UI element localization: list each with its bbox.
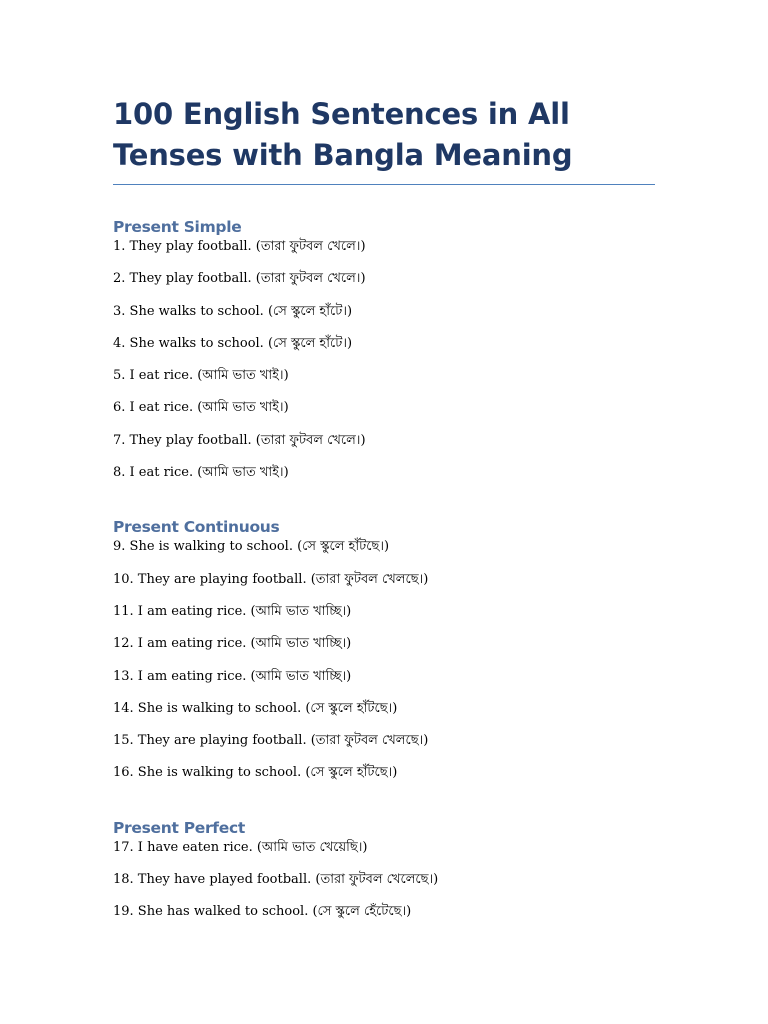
- sentence-item: 1. They play football. (তারা ফুটবল খেলে।): [113, 239, 366, 254]
- sentence-item: 8. I eat rice. (আমি ভাত খাই।): [113, 465, 289, 481]
- sentence-item: 2. They play football. (তারা ফুটবল খেলে।): [113, 271, 366, 287]
- section-heading: Present Perfect: [113, 818, 245, 837]
- sentence-item: 11. I am eating rice. (আমি ভাত খাচ্ছি।): [113, 603, 352, 619]
- sentence-item: 19. She has walked to school. (সে স্কুলে হেঁটেছে।): [113, 904, 412, 920]
- sentence-item: 18. They have played football. (তারা ফুটবল খেলেছে।): [113, 872, 439, 888]
- sentence-item: 13. I am eating rice. (আমি ভাত খাচ্ছি।): [113, 668, 352, 684]
- section-heading: Present Simple: [113, 218, 242, 236]
- sentence-item: 17. I have eaten rice. (আমি ভাত খেয়েছি।): [113, 839, 368, 855]
- document-page: [113, 94, 655, 936]
- sentence-item: 6. I eat rice. (আমি ভাত খাই।): [113, 400, 289, 416]
- sentence-item: 16. She is walking to school. (সে স্কুলে হাঁটছে।): [113, 765, 398, 781]
- sentence-item: 4. She walks to school. (সে স্কুলে হাঁটে।): [113, 335, 353, 351]
- section-heading: Present Continuous: [113, 518, 280, 537]
- section-present-simple: [113, 216, 655, 496]
- document-title: 100 English Sentences in All Tenses with Bangla Meaning: [113, 94, 655, 185]
- sentence-item: 14. She is walking to school. (সে স্কুলে হাঁটছে।): [113, 700, 398, 716]
- sentence-item: 12. I am eating rice. (আমি ভাত খাচ্ছি।): [113, 636, 352, 652]
- sentence-item: 9. She is walking to school. (সে স্কুলে হাঁটছে।): [113, 539, 390, 555]
- section-present-perfect: [113, 817, 655, 936]
- sentence-item: 5. I eat rice. (আমি ভাত খাই।): [113, 368, 289, 384]
- sentence-item: 3. She walks to school. (সে স্কুলে হাঁটে।): [113, 303, 353, 319]
- sentence-item: 10. They are playing football. (তারা ফুটবল খেলছে।): [113, 571, 429, 587]
- section-present-continuous: [113, 516, 655, 796]
- sentence-item: 15. They are playing football. (তারা ফুটবল খেলছে।): [113, 733, 429, 749]
- sentence-item: 7. They play football. (তারা ফুটবল খেলে।): [113, 432, 366, 448]
